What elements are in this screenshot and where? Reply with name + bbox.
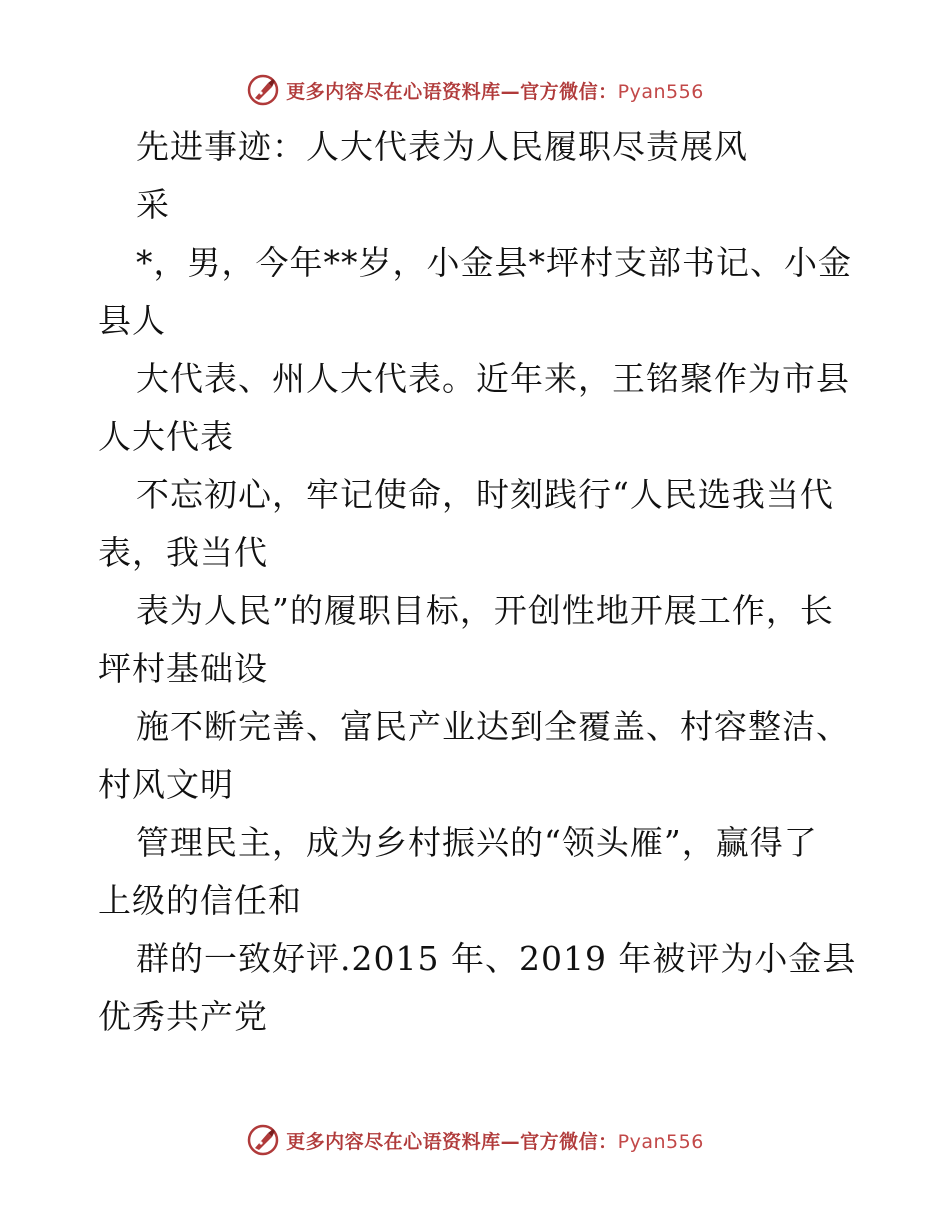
- pen-nib-logo-icon: [246, 73, 280, 107]
- paragraph-line: 优秀共产党: [98, 997, 268, 1036]
- paragraph-line: *，男，今年**岁，小金县*坪村支部书记、小金: [136, 243, 852, 282]
- paragraph-line: 村风文明: [98, 765, 234, 804]
- watermark-text: [286, 1127, 704, 1154]
- watermark-main-text: 更多内容尽在心语资料库—官方微信：: [286, 1130, 618, 1153]
- paragraph-line: 人大代表: [98, 417, 234, 456]
- paragraph-line: 大代表、州人大代表。近年来，王铭聚作为市县: [136, 359, 850, 398]
- document-title-line-1: 先进事迹：人大代表为人民履职尽责展风: [136, 127, 748, 166]
- watermark-wechat-id: Pyan556: [617, 1130, 704, 1153]
- paragraph-line: 上级的信任和: [98, 881, 302, 920]
- paragraph-line: 不忘初心，牢记使命，时刻践行“人民选我当代: [136, 475, 834, 514]
- paragraph-line: 表为人民”的履职目标，开创性地开展工作，长: [136, 591, 834, 630]
- paragraph-line: 坪村基础设: [98, 649, 268, 688]
- paragraph-line: 管理民主，成为乡村振兴的“领头雁”，赢得了: [136, 823, 818, 862]
- paragraph-line: 表，我当代: [98, 533, 268, 572]
- header-watermark: [0, 70, 950, 110]
- paragraph-line: 群的一致好评.2015 年、2019 年被评为小金县: [136, 939, 857, 978]
- document-title-line-2: 采: [136, 185, 170, 224]
- watermark-wechat-id: Pyan556: [617, 80, 704, 103]
- document-body: [98, 118, 858, 1046]
- footer-watermark: [0, 1120, 950, 1160]
- paragraph-line: 县人: [98, 301, 166, 340]
- paragraph-line: 施不断完善、富民产业达到全覆盖、村容整洁、: [136, 707, 850, 746]
- watermark-main-text: 更多内容尽在心语资料库—官方微信：: [286, 80, 618, 103]
- watermark-text: [286, 77, 704, 104]
- pen-nib-logo-icon: [246, 1123, 280, 1157]
